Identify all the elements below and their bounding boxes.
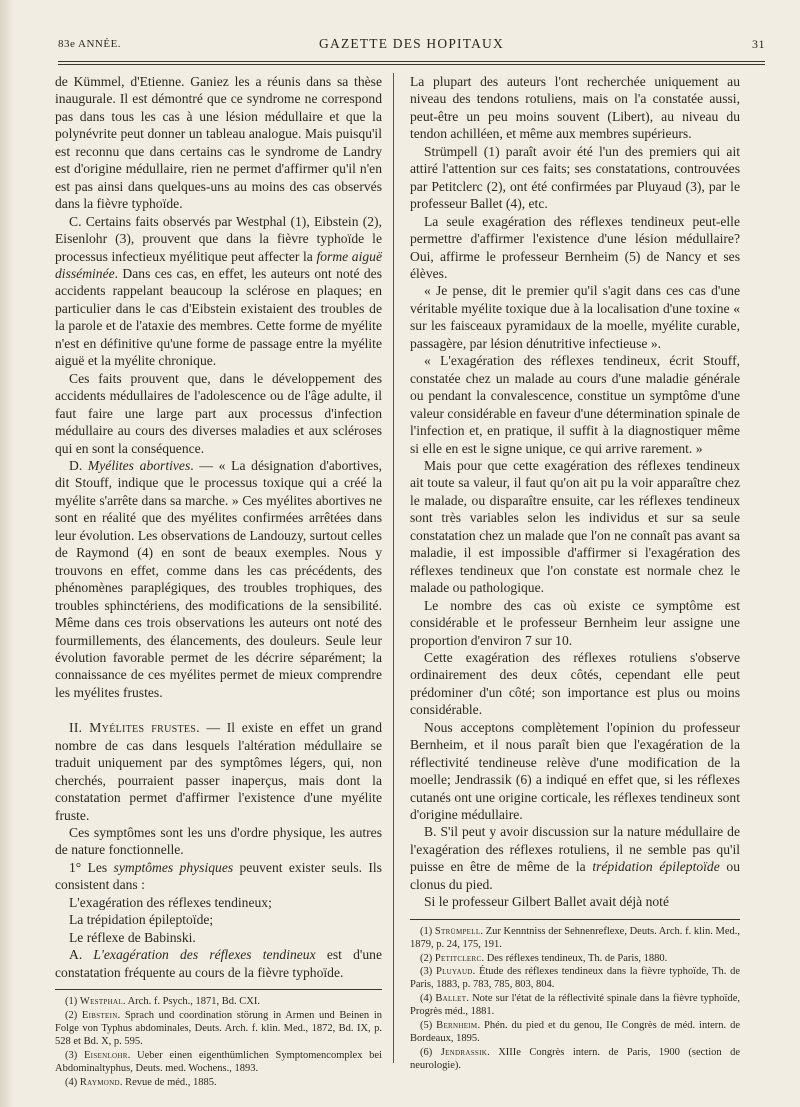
header-year: 83e ANNÉE. bbox=[58, 38, 122, 50]
page-edge-shadow bbox=[0, 0, 14, 1107]
paragraph-a: A. L'exagération des réflexes tendineux est d'une constatation fréquente au cours de la fièvre typhoïde. bbox=[55, 947, 382, 980]
list-item: La trépidation épileptoïde; bbox=[69, 912, 214, 928]
header-rule bbox=[58, 61, 765, 62]
footnote: (2) Petitclerc. Des réflexes tendineux, Th. de Paris, 1880. bbox=[420, 952, 668, 964]
paragraph-b: B. S'il peut y avoir discussion sur la nature médullaire de l'exagération des réflexes rotuliens, il ne semble pas qu'il puisse en être de même de la trépidation épileptoïde ou clonus du pied. bbox=[410, 824, 740, 892]
footnote-rule bbox=[410, 919, 740, 920]
footnote: (1) Strümpell. Zur Kenntniss der Sehnenreflexe, Deuts. Arch. f. klin. Med., 1879, p. 24, 175, 191. bbox=[410, 925, 741, 950]
footnotes-right bbox=[410, 926, 740, 1073]
footnote: (3) Pluyaud. Étude des réflexes tendineux dans la fièvre typhoïde, Th. de Paris, 1883, p. 783, 785, 803, 804. bbox=[410, 966, 740, 991]
paragraph: Ces faits prouvent que, dans le développement des accidents médullaires de l'adolescence ou de l'âge adulte, il faut faire une large part aux processus d'infection médullaire au cours des diverses maladies et aux scléroses qui en sont la conséquence. bbox=[55, 370, 382, 456]
paragraph: La plupart des auteurs l'ont recherchée uniquement au niveau des tendons rotuliens, mais on l'a constatée aussi, peut-être un peu moins souvent (Libert), au niveau du tendon achilléen, et même aux membres supérieurs. bbox=[410, 74, 740, 142]
page-header bbox=[58, 34, 765, 54]
paragraph: Ces symptômes sont les uns d'ordre physique, les autres de nature fonctionnelle. bbox=[55, 825, 382, 858]
section-gap bbox=[55, 701, 382, 719]
paragraph: Strümpell (1) paraît avoir été l'un des premiers qui ait attiré l'attention sur ces faits; ses constatations, controuvées par Petitclerc (2), ont été confirmées par Pluyaud (3), par le professeur Ballet (4), etc. bbox=[410, 143, 740, 212]
paragraph: Mais pour que cette exagération des réflexes tendineux ait toute sa valeur, il faut qu'on ait pu la voir apparaître chez le malade, ou disparaître ensuite, car les réflexes tendineux sont très variables selon les individus et sur sa seule constatation chez un malade que l'on ne connaît pas avant sa maladie, il est impossible d'affirmer si l'exagération des réflexes tendineux que l'on constate est normale chez le malade ou pathologique. bbox=[410, 457, 740, 596]
footnote: (4) Raymond. Revue de méd., 1885. bbox=[65, 1076, 217, 1088]
list-item: Le réflexe de Babinski. bbox=[69, 929, 196, 945]
paragraph: Cette exagération des réflexes rotuliens s'observe ordinairement des deux côtés, cependant elle peut prédominer d'un côté; son importance est plus ou moins considérable. bbox=[410, 649, 740, 718]
footnote: (4) Ballet. Note sur l'état de la réflectivité spinale dans la fièvre typhoïde, Progrès méd., 1881. bbox=[410, 993, 740, 1018]
paragraph-c: C. Certains faits observés par Westphal (1), Eibstein (2), Eisenlohr (3), prouvent que dans la fièvre typhoïde le processus infectieux myélitique peut affecter la forme aiguë disséminée. Dans ces cas, en effet, les auteurs ont noté des accidents rappelant beaucoup la sclérose en plaques; en particulier dans le cas d'Eibstein existaient des troubles de la parole et de l'ataxie des membres. Cette forme de myélite n'est en définitive qu'une forme de passage entre la myélite aiguë et la myélite chronique. bbox=[55, 213, 382, 369]
footnote: (1) Westphal. Arch. f. Psych., 1871, Bd. CXI. bbox=[65, 996, 261, 1008]
paragraph: « L'exagération des réflexes tendineux, écrit Stouff, constatée chez un malade au cours d'une maladie générale ou pendant la convalescence, constitue un symptôme d'une valeur considérable en faveur d'une détermination spinale de l'infection et, en pratique, il suffit à la diagnostiquer même si elle en est le signe unique, ce qui arrive rarement. » bbox=[410, 353, 740, 456]
paragraph-physiques: 1° Les symptômes physiques peuvent exister seuls. Ils consistent dans : bbox=[55, 859, 382, 893]
paragraph: « Je pense, dit le premier qu'il s'agit dans ces cas d'une véritable myélite toxique due à la localisation d'une toxine « sur les faisceaux pyramidaux de la moelle, myélite curable, passagère, par lésion dénutritive infectieuse ». bbox=[410, 283, 740, 351]
footnotes-left bbox=[55, 996, 382, 1089]
header-page-number: 31 bbox=[752, 37, 765, 51]
footnote: (3) Eisenlohr. Ueber einen eigenthümlichen Symptomencomplex bei Abdominaltyphus, Deuts. med. Wochens., 1893. bbox=[55, 1049, 382, 1074]
footnote: (6) Jendrassik. XIIIe Congrès intern. de Paris, 1900 (section de neurologie). bbox=[410, 1046, 740, 1071]
header-rule-thin bbox=[58, 64, 765, 65]
column-divider bbox=[393, 73, 394, 1063]
footnote: (2) Eibstein. Sprach und coordination störung in Armen und Beinen in Folge von Typhus abdominales, Deuts. Arch. f. klin. Med., 1872, Bd. IX, p. 528 et Bd. X, p. 595. bbox=[55, 1010, 382, 1047]
paragraph: Nous acceptons complètement l'opinion du professeur Bernheim, et il nous paraît bien que l'exagération de la réflectivité tendineuse relève d'une modification de la moelle; Jendrassik (6) a indiqué en effet que, si les réflexes cutanés ont une origine corticale, les réflexes tendineux sont d'origine médullaire. bbox=[410, 719, 740, 823]
list-item: L'exagération des réflexes tendineux; bbox=[69, 894, 272, 910]
paragraph-d: D. Myélites abortives. — « La désignation d'abortives, dit Stouff, indique que le processus toxique qui a créé la myélite s'arrête dans sa marche. » Ces myélites abortives ne sont en réalité que des myélites confirmées arrêtées dans leur évolution. Les observations de Landouzy, surtout celles de Raymond (4) en sont de beaux exemples. Nous y trouvons en effet, comme dans les cas précédents, des phénomènes paraplégiques, des troubles trophiques, des troubles sphinctériens, des modifications de la sensibilité. Même dans ces trois observations les auteurs ont noté des fourmillements, des élancements, des douleurs. Seule leur évolution favorable permet de les décrire séparément; la connaissance de ces myélites permet de mieux comprendre les myélites frustes. bbox=[55, 457, 383, 700]
paragraph: Le nombre des cas où existe ce symptôme est considérable et le professeur Bernheim leur assigne une proportion d'environ 7 sur 10. bbox=[410, 597, 740, 648]
paragraph: Si le professeur Gilbert Ballet avait déjà noté bbox=[424, 894, 669, 910]
paragraph: La seule exagération des réflexes tendineux peut-elle permettre d'affirmer l'existence d'une lésion médullaire? Oui, affirme le professeur Bernheim (5) de Nancy et ses élèves. bbox=[410, 213, 740, 281]
footnote-rule bbox=[55, 989, 382, 990]
paragraph: de Kümmel, d'Etienne. Ganiez les a réunis dans sa thèse inaugurale. Il est démontré que ce syndrome ne correspond pas dans tous les cas à une lésion médullaire et que la polynévrite peut donner un tableau analogue. Mais puisqu'il est reconnu que dans certains cas le syndrome de Landry est d'origine médullaire, rien ne permet d'affirmer qu'il n'en est pas ainsi dans quelques-uns au moins des cas observés dans la fièvre typhoïde. bbox=[55, 74, 382, 212]
footnote: (5) Bernheim. Phén. du pied et du genou, IIe Congrès de méd. intern. de Bordeaux, 1895. bbox=[410, 1020, 740, 1044]
header-journal-title: GAZETTE DES HOPITAUX bbox=[319, 36, 504, 51]
section-heading-myelites-frustes: II. Myélites frustes. — Il existe en effet un grand nombre de cas dans lesquels l'altération médullaire se traduit uniquement par des symptômes légers, qui, non cherchés, pourraient passer inaperçus, mais dont la constatation permet d'affirmer l'existence d'une myélite fruste. bbox=[55, 720, 383, 823]
left-column bbox=[55, 73, 382, 1090]
right-column bbox=[410, 73, 740, 1074]
